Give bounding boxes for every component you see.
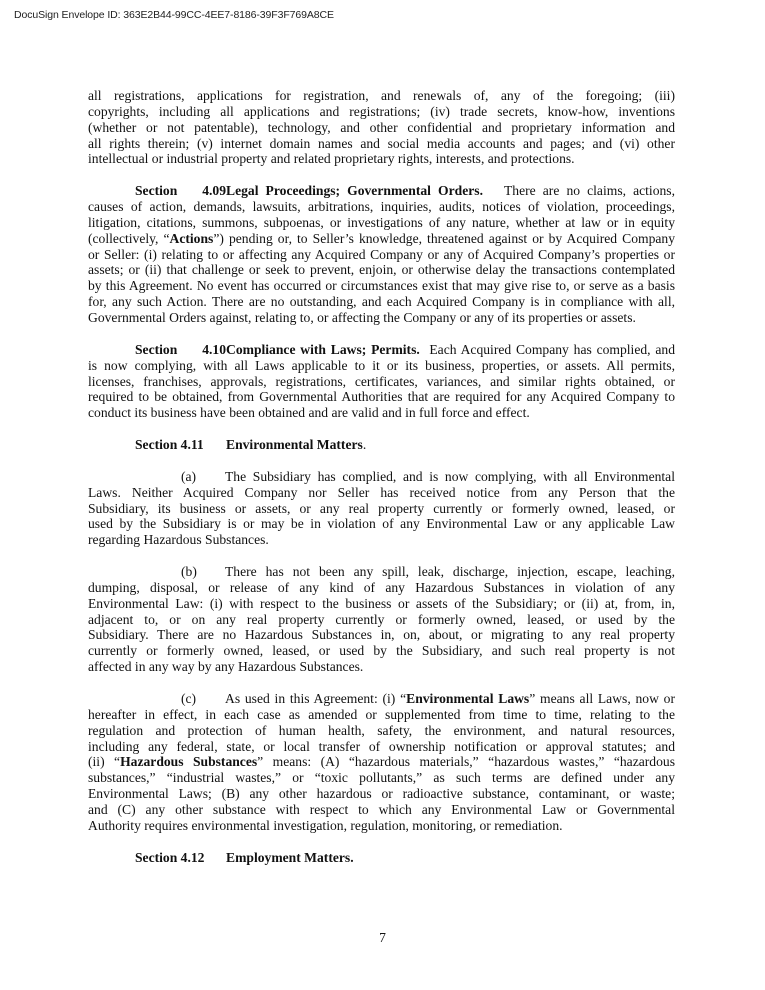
text-line: Environmental Laws; (B) any other hazardous or radioactive substance, contaminant, or waste; — [88, 786, 675, 802]
page-number: 7 — [379, 930, 386, 945]
text-line: adjacent to, or on any real property currently or formerly owned, leased, or used by the — [88, 611, 675, 627]
subsection-label: (a) — [181, 468, 197, 484]
text-line: litigation, citations, summons, subpoenas, or investigations of any nature, whether at law or in equity — [88, 214, 675, 230]
text-line: hereafter in effect, in each case as amended or supplemented from time to time, relating to the — [88, 706, 675, 722]
text-line: Authority requires environmental investigation, regulation, monitoring, or remediation. — [88, 817, 563, 833]
subsection-c — [88, 691, 675, 834]
defined-term-hazardous-substances: Hazardous Substances — [120, 754, 258, 770]
text-line: Subsidiary, its business or assets, or any real property currently or formerly owned, leased, or — [88, 500, 675, 516]
text-line: by this Agreement. No event has occurred or circumstances exist that may give rise to, or serve as a basis — [88, 278, 675, 294]
text-line: required to be obtained, from Governmental Authorities that are required for any Acquired Company to — [88, 389, 675, 405]
subsection-b — [88, 564, 675, 675]
text-line: including any federal, state, or local transfer of ownership notification or approval statutes; and — [88, 738, 675, 754]
intro-paragraph — [88, 88, 675, 167]
text-line: (collectively, “Actions”) pending or, to Seller’s knowledge, threatened against or by Acquired Company — [88, 230, 675, 246]
text-line: affected in any way by any Hazardous Substances. — [88, 659, 364, 675]
section-heading-line — [88, 850, 675, 866]
section-number: Section 4.10 — [135, 341, 226, 357]
text-line: currently or formerly owned, leased, or used by the Subsidiary, and such real property is not — [88, 643, 675, 659]
text-line: copyrights, including all applications and registrations; (iv) trade secrets, know-how, inventions — [88, 103, 675, 119]
text-line: for, any such Action. There are no outstanding, and each Acquired Company is in compliance with all, — [88, 294, 675, 310]
section-4-09 — [88, 183, 675, 326]
section-number: Section 4.12 — [135, 849, 205, 865]
text-line: and (C) any other substance with respect to which any Environmental Law or Governmental — [88, 801, 675, 817]
section-4-12 — [88, 850, 675, 866]
text-line: or Seller: (i) relating to or affecting any Acquired Company or any of Acquired Company’s properties or — [88, 246, 675, 262]
text-line: conduct its business have been obtained and are valid and in full force and effect. — [88, 405, 530, 421]
text-line: dumping, disposal, or release of any kind of any Hazardous Substances in violation of any — [88, 579, 675, 595]
section-title: Employment Matters. — [226, 849, 354, 865]
text-line: (whether or not patentable), technology, and other confidential and proprietary information and — [88, 119, 675, 135]
section-heading-line: Section 4.09Legal Proceedings; Governmental Orders. There are no claims, actions, — [135, 183, 675, 199]
text-line: intellectual or industrial property and related proprietary rights, interests, and protections. — [88, 151, 575, 167]
subsection-label: (b) — [181, 564, 197, 580]
subsection-a — [88, 469, 675, 548]
defined-term-environmental-laws: Environmental Laws — [406, 691, 530, 706]
text-line: all registrations, applications for registration, and renewals of, any of the foregoing; (iii) — [88, 88, 675, 103]
defined-term-actions: Actions — [169, 230, 214, 246]
section-4-11 — [88, 437, 675, 453]
section-title: Compliance with Laws; Permits. — [226, 341, 420, 357]
text-line: (a) The Subsidiary has complied, and is now complying, with all Environmental — [181, 468, 675, 484]
section-4-10 — [88, 342, 675, 421]
text-line: Environmental Law: (i) with respect to the business or assets of the Subsidiary; or (ii) at, from, in, — [88, 595, 675, 611]
text-line: all rights therein; (v) internet domain names and social media accounts and pages; and (vi) other — [88, 135, 675, 151]
document-page — [88, 88, 675, 865]
text-line: is now complying, with all Laws applicable to it or its business, properties, or assets. All permits, — [88, 357, 675, 373]
text-line: regulation and protection of human health, safety, the environment, and natural resources, — [88, 722, 675, 738]
section-heading-line: Section 4.10Compliance with Laws; Permits. Each Acquired Company has complied, and — [135, 341, 675, 357]
text-line: Governmental Orders against, relating to, or affecting the Company or any of its properties or assets. — [88, 309, 636, 325]
text-line: (ii) “Hazardous Substances” means: (A) “hazardous materials,” “hazardous wastes,” “hazardous — [88, 754, 675, 770]
section-title: Environmental Matters — [226, 437, 363, 453]
docusign-envelope-id: DocuSign Envelope ID: 363E2B44-99CC-4EE7-8186-39F3F769A8CE — [14, 9, 334, 21]
text-line: (b) There has not been any spill, leak, discharge, injection, escape, leaching, — [181, 564, 675, 580]
text-line: regarding Hazardous Substances. — [88, 532, 269, 548]
section-number: Section 4.09 — [135, 183, 226, 199]
text-line: Subsidiary. There are no Hazardous Substances in, on, about, or migrating to any real property — [88, 627, 675, 643]
text-line: licenses, franchises, approvals, registrations, certificates, variances, and similar rights obtained, or — [88, 373, 675, 389]
text-line: causes of action, demands, lawsuits, arbitrations, inquiries, audits, notices of violation, proceedings, — [88, 199, 675, 215]
text-line: Laws. Neither Acquired Company nor Seller has received notice from any Person that the — [88, 484, 675, 500]
section-title: Legal Proceedings; Governmental Orders. — [226, 183, 483, 199]
section-heading-line: Section 4.11 Environmental Matters. — [135, 437, 367, 453]
section-number: Section 4.11 — [135, 437, 204, 453]
text-line: assets; or (ii) that challenge or seek to prevent, enjoin, or otherwise delay the transactions contemplated — [88, 262, 675, 278]
text-line: (c) As used in this Agreement: (i) “Environmental Laws” means all Laws, now or — [181, 691, 675, 706]
text-line: substances,” “industrial wastes,” or “toxic pollutants,” as such terms are defined under any — [88, 770, 675, 786]
text-line: used by the Subsidiary is or may be in violation of any Environmental Law or any applicable Law — [88, 516, 675, 532]
subsection-label: (c) — [181, 691, 197, 706]
